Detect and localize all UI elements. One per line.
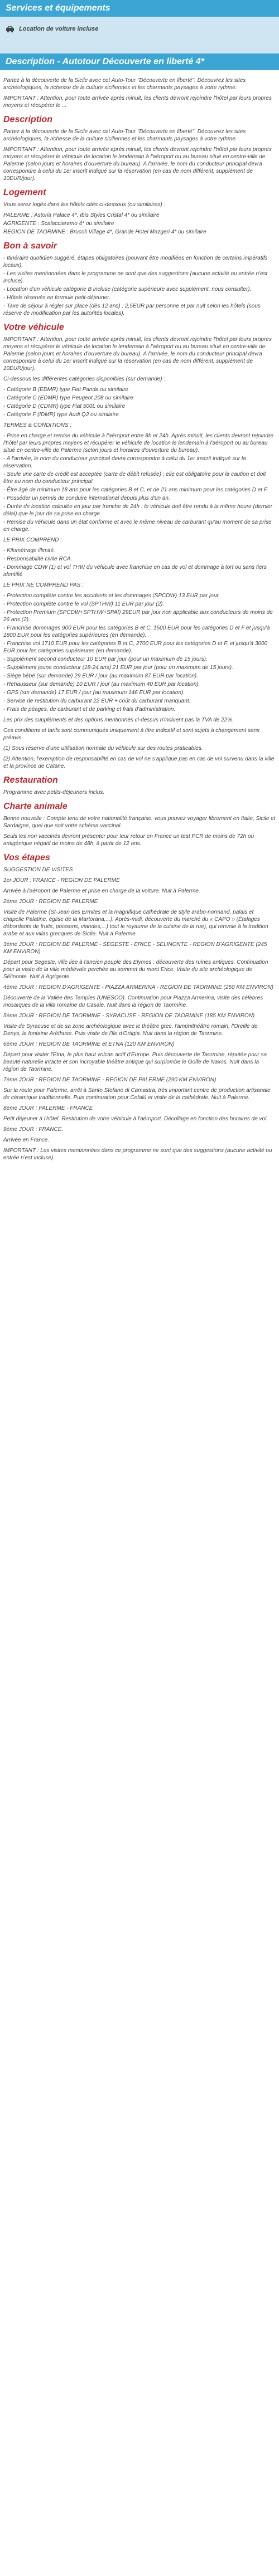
list-item: - Responsabilité civile RCA.	[3, 556, 73, 562]
list-item: - Franchise dommages 900 EUR pour les catégories B et C, 1500 EUR pour les catégories D et F et jusqu'à 1800 EUR pour les catégories supérieures (en demande).	[3, 625, 270, 638]
list-item: - Supplément second conducteur 10 EUR par jour (pour un maximum de 15 jours).	[3, 656, 208, 662]
day-title: 6ème JOUR : REGION DE TAORMINE et ETNA (120 KM ENVIRON)	[3, 1041, 175, 1047]
list-item: - GPS (sur demande) 17 EUR / jour (au maximum 146 EUR par location).	[3, 690, 185, 696]
day-text: Petit déjeuner à l'hôtel. Restitution de votre véhicule à l'aéroport. Décollage en fonction des horaires de vol.	[3, 1116, 268, 1122]
day-text: Départ pour Segeste, ville liée à l'ancien peuple des Elymes : découverte des ruines antiques. Continuation pour la visite de la ville médiévale perchée au sommet du mont Erice. Visite du site archéologique de Sélinonte. Nuit à Agrigente.	[3, 959, 268, 980]
etapes-subtitle: SUGGESTION DE VISITES	[3, 867, 73, 873]
car-icon	[6, 25, 15, 33]
terms-list	[3, 432, 276, 533]
day-title: 4ème JOUR : REGION D'AGRIGENTE - PIAZZA ARMERINA - REGION DE TAORMINE (250 KM ENVIRON)	[3, 984, 274, 991]
list-item: - Protection complète contre les accidents et les dommages (SPCDW) 13 EUR par jour.	[3, 593, 220, 599]
list-item: - Rehausseur (sur demande) 10 EUR / jour (au maximum 40 EUR par location).	[3, 681, 200, 687]
list-item: - Franchise vol 1710 EUR pour les catégories B et C, 2700 EUR pour les catégories D et F, et jusqu'à 3000 EUR pour les catégories supérieures (en demande).	[3, 641, 268, 654]
list-item: AGRIGENTE : Scalacciaramo 4* ou similaire	[3, 221, 114, 227]
vehicule-note-2: Ces conditions et tarifs sont communiqués uniquement à titre indicatif et sont sujets à changement sans préavis.	[3, 728, 260, 741]
list-item: - Itinéraire quotidien suggéré, étapes obligatoires (pouvant être modifiées en fonction de certains impératifs locaux).	[3, 255, 268, 269]
bon-savoir-title: Bon à savoir	[3, 241, 57, 251]
day-title: 1er JOUR : FRANCE - REGION DE PALERME	[3, 877, 120, 884]
list-item: REGION DE TAORMINE : Brucoli Village 4*, Grande Hotel Mazgeri 4* ou similaire	[3, 229, 206, 235]
day-text: Découverte de la Vallée des Temples (UNESCO). Continuation pour Piazza Armerina, visite des célèbres mosaïques de la villa romaine du Casale. Nuit dans la région de Taormine.	[3, 995, 263, 1008]
list-item: - Catégorie B (EDMR) type Fiat Panda ou similaire	[3, 387, 128, 393]
day-title: 3ème JOUR : REGION DE PALERME - SEGESTE - ERICE - SELINONTE - REGION D'AGRIGENTE (245 KM ENVIRON)	[3, 941, 267, 955]
etapes-important: IMPORTANT : Les visites mentionnées dans ce programme ne sont que des suggestions (aucune activité ou entrée n'est incluse).	[3, 1148, 272, 1161]
vehicule-note-1: Les prix des suppléments et des options mentionnés ci-dessus n'incluent pas la TVA de 22%.	[3, 717, 234, 723]
day-text: Départ pour visiter l'Etna, le plus haut volcan actif d'Europe. Puis découverte de Taormine, réputée pour sa beauté naturelle intacte et son incroyable théâtre antique qui surplombe le Golfe de Naxos. Nuit dans la région de Taormine.	[3, 1052, 267, 1072]
day-text: Visite de Syracuse et de sa zone archéologique avec le théâtre grec, l'amphithéâtre romain, l'Oreille de Denys, la fontaine Aréthuse. Puis visite de l'île d'Ortigia. Nuit dans la région de Taormine.	[3, 1023, 258, 1037]
list-item: - Posséder un permis de conduire international depuis plus d'un an.	[3, 495, 170, 501]
logement-intro: Vous serez logés dans les hôtels cités ci-dessous (ou similaires) :	[3, 202, 166, 208]
car-rental-label: Location de voiture incluse	[19, 26, 99, 32]
list-item: - Être âgé de minimum 18 ans pour les catégories B et C, et de 21 ans minimum pour les catégories D et F.	[3, 487, 268, 493]
description-paragraph-2: IMPORTANT : Attention, pour toute arrivée après minuit, les clients devront rejoindre l'hôtel par leurs propres moyens et récupérer le véhicule de location le lendemain à l'aéroport ou au bureau situé en centre-ville de Palerme (selon jours et horaires d'ouverture du bureau). A l'arrivée, le nom du conducteur principal devra correspondre à celui du 1er inscrit indiqué sur la réservation (en cas de nom différent, supplément de 10EUR/jour).	[3, 147, 272, 182]
list-item: - Frais de péages, de carburant et de parking et frais d'administration.	[3, 706, 176, 713]
list-item: - Catégorie C (EDMR) type Peugeot 208 ou similaire	[3, 395, 133, 401]
list-item: - Location d'un véhicule catégorie B incluse (catégorie supérieure avec supplément, nous consulter).	[3, 286, 252, 292]
day-text: Arrivée en France.	[3, 1137, 50, 1143]
list-item: PALERME : Astoria Palace 4*, Ibis Styles Cristal 4* ou similaire	[3, 212, 160, 218]
description-paragraph-1: Partez à la découverte de la Sicile avec cet Auto-Tour "Découverte en liberté". Découvrez les sites archéologiques, la richesse de la culture siciliennes et les charmants paysages à votre rythme.	[3, 129, 246, 142]
vehicule-title: Votre véhicule	[3, 323, 64, 332]
list-item: - Hôtels réservés en formule petit-déjeuner.	[3, 295, 110, 301]
charte-title: Charte animale	[3, 802, 68, 811]
day-title: 8ème JOUR : PALERME - FRANCE	[3, 1105, 93, 1111]
restauration-text: Programme avec petits-déjeuners inclus.	[3, 789, 105, 796]
day-title: 9ème JOUR : FRANCE.	[3, 1126, 64, 1133]
list-item: - Seule une carte de crédit est acceptée (carte de débit refusée) : elle est obligatoire pour la caution et doit être au nom du conducteur principal.	[3, 471, 266, 485]
vehicule-note-3: (1) Sous réserve d'une utilisation normale du véhicule sur des routes praticables.	[3, 745, 203, 752]
bon-savoir-list	[3, 255, 276, 317]
list-item: - Durée de location calculée en jour par tranche de 24h : le véhicule doit être rendu à la même heure (dernier délai) que le jour de sa prise en charge.	[3, 504, 272, 517]
logement-title: Logement	[3, 188, 46, 197]
compris-title: LE PRIX COMPREND :	[3, 537, 62, 543]
day-title: 7ème JOUR : REGION DE TAORMINE - REGION DE PALERME (290 KM ENVIRON)	[3, 1077, 217, 1083]
services-header	[0, 0, 279, 53]
list-item: - Les visites mentionnées dans le programme ne sont que des suggestions (aucune activité ou entrée n'est incluse).	[3, 271, 268, 284]
list-item: - Protection complète contre le vol (SPTHW) 11 EUR par jour (2).	[3, 601, 165, 607]
list-item: - Kilométrage illimité.	[3, 548, 55, 554]
list-item: - Dommage CDW (1) et vol THW du véhicule avec franchise en cas de vol et dommage à tort ou sans tiers identifié	[3, 564, 267, 578]
vehicule-note-4: (2) Attention, l'exemption de responsabilité en cas de vol ne s'applique pas en cas de vol survenu dans la ville et la province de Catane.	[3, 756, 275, 769]
day-text: Sur la route pour Palerme, arrêt à Santo Stefano di Camastra, très important centre de production artisanale de céramique traditionnelle. Puis continuation pour Cefalù et visite de la cathédrale. Nuit à Palerme.	[3, 1087, 271, 1101]
list-item: - Supplément jeune conducteur (18-24 ans) 21 EUR par jour (pour un maximum de 15 jours).	[3, 665, 233, 671]
list-item: - Catégorie F (IDMR) type Audi Q2 ou similaire	[3, 412, 119, 418]
description-banner: Description - Autotour Découverte en liberté 4*	[0, 53, 279, 70]
day-text: Arrivée à l'aéroport de Palerme et prise en charge de la voiture. Nuit à Palerme.	[3, 888, 200, 894]
etapes-title: Vos étapes	[3, 853, 50, 862]
charte-paragraph-1: Bonne nouvelle : Compte tenu de votre nationalité française, vous pouvez voyager librement en Italie, Sicile et Sardaigne, quel que soit votre schéma vaccinal.	[3, 816, 276, 829]
list-item: - Remise du véhicule dans un état conforme et avec le même niveau de carburant qu'au moment de sa prise en charge.	[3, 519, 272, 533]
vehicule-important: IMPORTANT : Attention, pour toute arrivée après minuit, les clients devront rejoindre l'hôtel par leurs propres moyens et récupérer le véhicule de location le lendemain à l'aéroport ou au bureau situé en centre-ville de Palerme (selon jours et horaires d'ouverture du bureau). A l'arrivée, le nom du conducteur principal devra correspondre à celui du 1er inscrit indiqué sur la réservation (en cas de nom différent, supplément de 10EUR/jour).	[3, 336, 272, 372]
terms-title: TERMES & CONDITIONS :	[3, 422, 72, 428]
vehicule-categories-intro: Ci-dessous les différentes catégories disponibles (sur demande) :	[3, 376, 166, 382]
logement-list	[3, 212, 276, 236]
car-rental-row	[6, 25, 98, 33]
restauration-title: Restauration	[3, 775, 58, 785]
day-text: Visite de Palerme (St-Jean des Ermites et la magnifique cathédrale de style arabo-normand, palais et chapelle Palatine, église de la Martorana,...). Après-midi, découverte du marché du « CAPO » (Étalages débordants de fruits, poissons, viandes,...) tout le royaume de la cuisine de la rue), qui renvoie à la tradition arabe et aux villas grecques de Sicile. Nuit à Palerme.	[3, 909, 268, 937]
list-item: - Protection Premium (SPCDW+SPTHW+SPAI) 29EUR par jour non applicable aux conducteurs de moins de 26 ans (2).	[3, 609, 273, 623]
list-item: - Prise en charge et remise du véhicule à l'aéroport entre 8h et 24h. Après minuit, les clients devront rejoindre l'hôtel par leurs propres moyens et récupérer le véhicule de location le lendemain à l'aéroport ou au bureau situé en centre-ville de Palerme (selon jours et horaires d'ouverture du bureau).	[3, 433, 274, 453]
non-compris-title: LE PRIX NE COMPREND PAS :	[3, 582, 84, 588]
charte-paragraph-2: Seuls les non vaccinés devront présenter pour leur retour en France un test PCR de moins de 72h ou antigénique négatif de moins de 48h, à partir de 12 ans.	[3, 833, 254, 847]
description-title: Description	[3, 115, 53, 124]
list-item: - A l'arrivée, le nom du conducteur principal devra correspondre à celui du 1er inscrit indiqué sur la réservation.	[3, 456, 246, 469]
list-item: - Catégorie D (CDMR) type Fiat 500L ou similaire	[3, 403, 126, 409]
list-item: - Taxe de séjour à régler sur place (dès 12 ans) : 2,5EUR par personne et par nuit selon les hôtels (sous réserve de modification par les autorités locales).	[3, 303, 261, 316]
list-item: - Service de restitution du carburant 22 EUR + coût du carburant manquant.	[3, 698, 191, 704]
day-title: 5ème JOUR : REGION DE TAORMINE - SYRACUSE - REGION DE TAORMINE (185 KM ENVIRON)	[3, 1013, 255, 1019]
intro-paragraph-1: Partez à la découverte de la Sicile avec cet Auto-Tour "Découverte en liberté". Découvrez les sites archéologiques, la richesse de la culture siciliennes et les charmants paysages à votre rythme.	[3, 77, 246, 91]
compris-list	[3, 547, 276, 578]
non-compris-list	[3, 592, 276, 713]
day-title: 2ème JOUR : REGION DE PALERME	[3, 899, 98, 905]
list-item: - Siège bébé (sur demande) 29 EUR / jour (au maximum 87 EUR par location).	[3, 673, 199, 679]
vehicule-categories-list	[3, 386, 276, 418]
intro-paragraph-2: IMPORTANT : Attention, pour toute arrivée après minuit, les clients devront rejoindre l'hôtel par leurs propres moyens et récupérer le ...	[3, 95, 272, 109]
main-content	[0, 70, 279, 1162]
services-title-bar	[0, 0, 279, 20]
services-title: Services et équipements	[0, 0, 279, 17]
